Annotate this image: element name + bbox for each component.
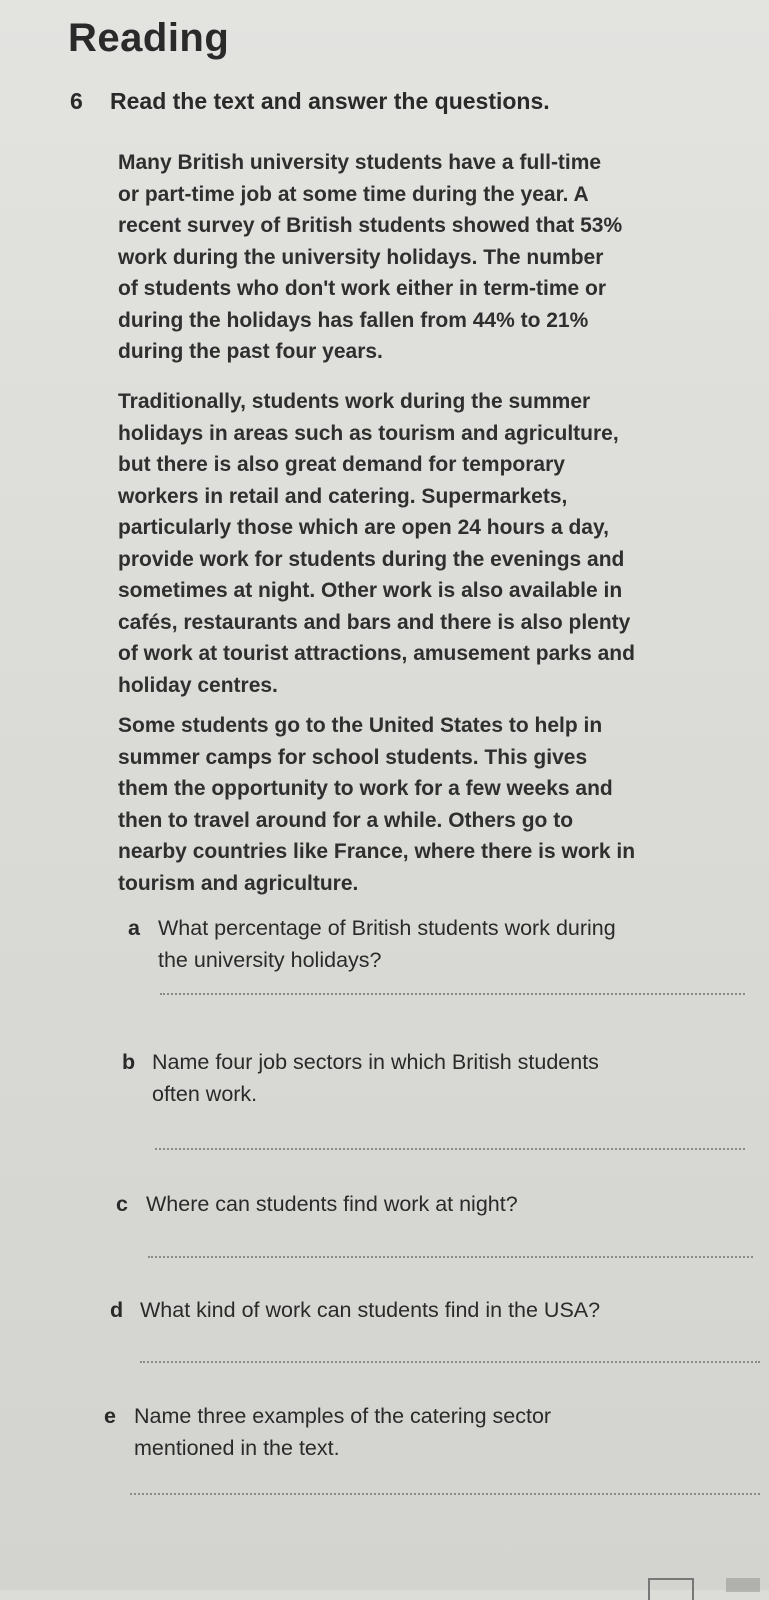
question-text: often work. (152, 1082, 258, 1106)
text-paragraph-3 (118, 710, 718, 899)
text-line: tourism and agriculture. (118, 871, 359, 895)
answer-line-b[interactable] (155, 1148, 745, 1150)
question-d (110, 1294, 760, 1326)
answer-line-c[interactable] (148, 1256, 753, 1258)
text-paragraph-2 (118, 386, 718, 701)
question-letter: c (116, 1192, 128, 1216)
answer-line-d[interactable] (140, 1361, 760, 1363)
text-line: then to travel around for a while. Others go to (118, 808, 574, 832)
question-text: What kind of work can students find in the USA? (140, 1298, 601, 1322)
question-a (128, 912, 748, 976)
text-line: of work at tourist attractions, amusement parks and (118, 642, 635, 665)
question-e (104, 1400, 724, 1464)
question-letter: e (104, 1404, 116, 1428)
page-corner-box (648, 1578, 694, 1600)
answer-line-e[interactable] (130, 1493, 760, 1495)
text-line: holidays in areas such as tourism and agriculture, (118, 421, 619, 445)
text-line: particularly those which are open 24 hours a day, (118, 516, 609, 539)
question-c (116, 1188, 736, 1220)
text-line: Many British university students have a full-time (118, 151, 602, 174)
text-line: nearby countries like France, where there is work in (118, 840, 636, 863)
question-text: What percentage of British students work during (158, 916, 616, 940)
instruction-text: Read the text and answer the questions. (110, 88, 550, 114)
text-line: but there is also great demand for temporary (118, 453, 565, 476)
text-paragraph-1 (118, 147, 718, 368)
question-text: Name three examples of the catering sector (134, 1404, 552, 1428)
text-line: Traditionally, students work during the summer (118, 390, 591, 413)
question-b (122, 1046, 742, 1110)
text-line: them the opportunity to work for a few weeks and (118, 777, 613, 800)
text-line: workers in retail and catering. Supermarkets, (118, 484, 568, 508)
exercise-instruction (70, 88, 550, 115)
text-line: work during the university holidays. The number (118, 245, 604, 269)
question-letter: a (128, 916, 140, 940)
text-line: or part-time job at some time during the year. A (118, 182, 589, 206)
text-line: Some students go to the United States to help in (118, 714, 603, 737)
question-text: mentioned in the text. (134, 1436, 340, 1460)
text-line: during the past four years. (118, 340, 383, 363)
question-text: Name four job sectors in which British students (152, 1050, 599, 1074)
text-line: cafés, restaurants and bars and there is also plenty (118, 610, 631, 634)
text-line: during the holidays has fallen from 44% to 21% (118, 308, 589, 332)
text-line: sometimes at night. Other work is also available in (118, 579, 623, 602)
question-text: Where can students find work at night? (146, 1192, 518, 1216)
question-letter: b (122, 1050, 136, 1074)
section-title: Reading (68, 16, 230, 60)
text-line: holiday centres. (118, 673, 278, 697)
answer-line-a[interactable] (160, 993, 745, 995)
text-line: provide work for students during the evenings and (118, 547, 625, 571)
text-line: of students who don't work either in term-time or (118, 277, 607, 300)
text-line: recent survey of British students showed that 53% (118, 214, 623, 237)
text-line: summer camps for school students. This gives (118, 745, 588, 769)
exercise-number: 6 (70, 88, 83, 114)
question-text: the university holidays? (158, 948, 382, 972)
question-letter: d (110, 1298, 124, 1322)
